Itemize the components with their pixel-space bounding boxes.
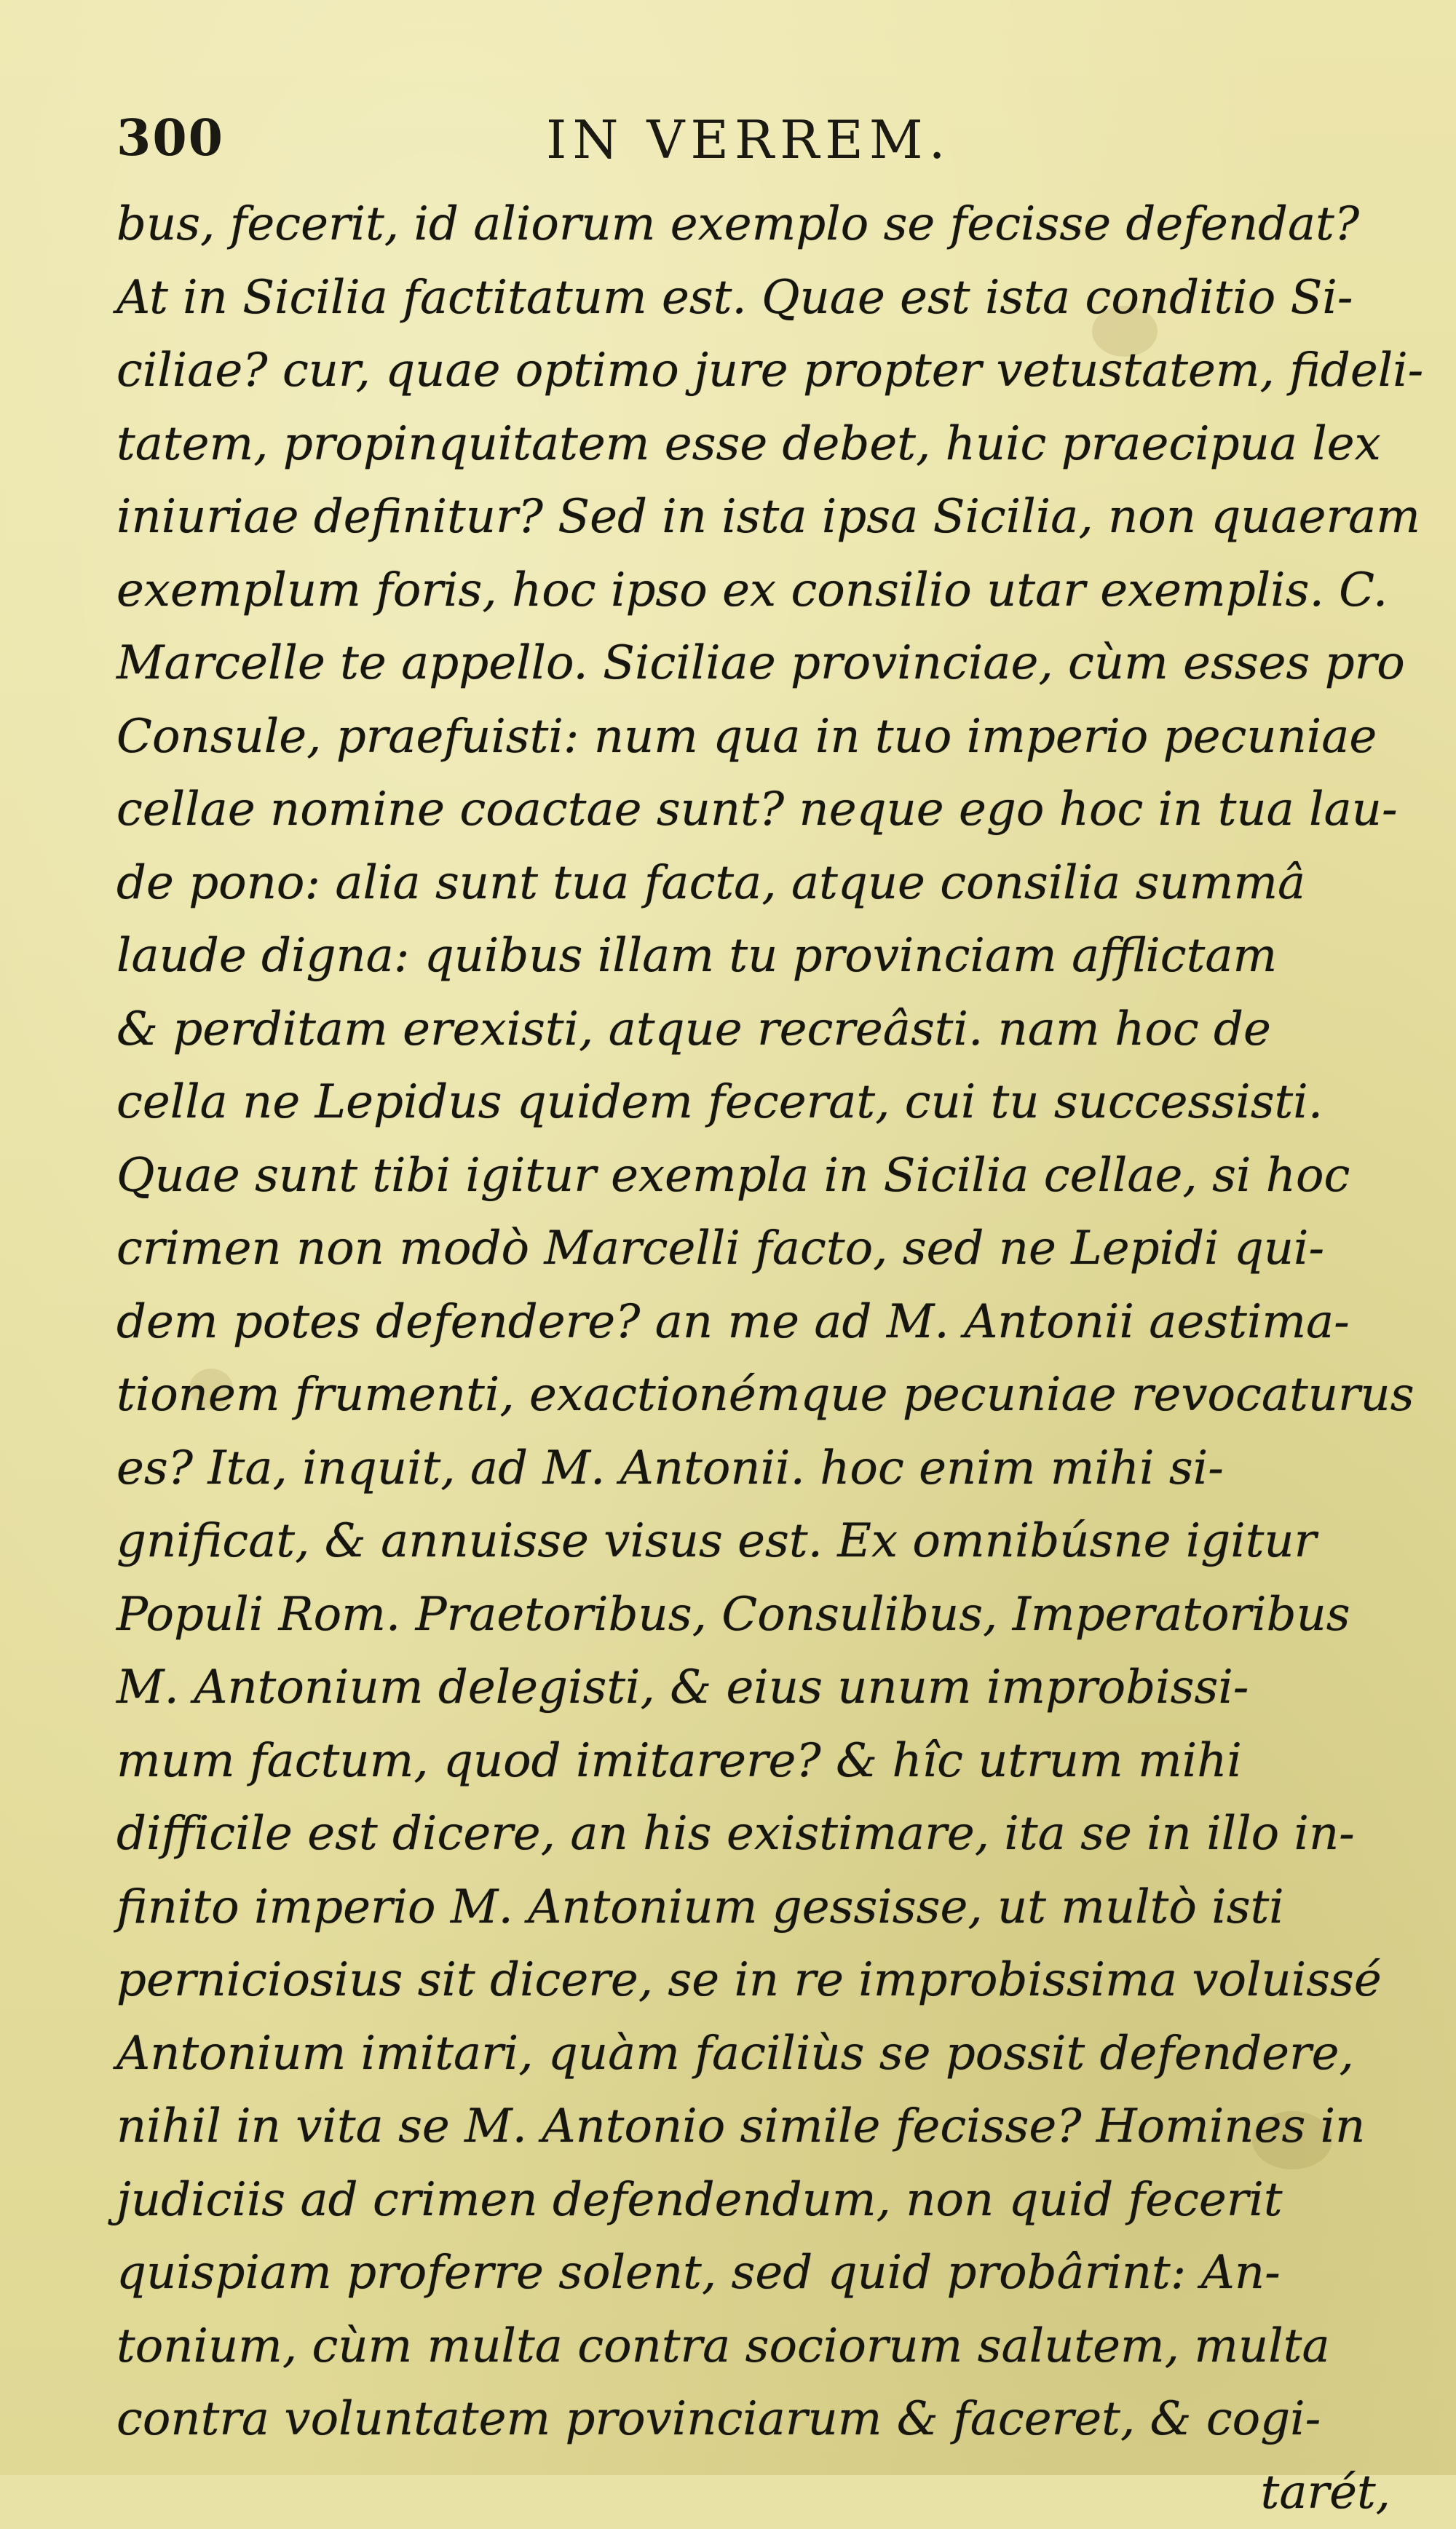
text-line: dem potes defendere? an me ad M. Antonii aestima- (116, 1286, 1412, 1359)
page-header (116, 109, 1340, 175)
text-line: Antonium imitari, quàm faciliùs se possit defendere, (116, 2017, 1412, 2091)
text-line: cellae nomine coactae sunt? neque ego hoc in tua lau- (116, 773, 1412, 847)
body-text (116, 188, 1412, 2529)
text-line: exemplum foris, hoc ipso ex consilio utar exemplis. C. (116, 554, 1412, 628)
text-line: Quae sunt tibi igitur exempla in Sicilia cellae, si hoc (116, 1139, 1412, 1213)
running-head: IN VERREM. (546, 109, 951, 170)
text-line: gnificat, & annuisse visus est. Ex omnibúsne igitur (116, 1505, 1412, 1578)
text-line: finito imperio M. Antonium gessisse, ut multò isti (116, 1871, 1412, 1944)
text-line: laude digna: quibus illam tu provinciam afflictam (116, 919, 1412, 993)
catchword-line: tarét, (116, 2456, 1412, 2529)
text-line: nihil in vita se M. Antonio simile fecisse? Homines in (116, 2090, 1412, 2164)
text-line: difficile est dicere, an his existimare, ita se in illo in- (116, 1797, 1412, 1871)
text-line: At in Sicilia factitatum est. Quae est ista conditio Si- (116, 261, 1412, 335)
text-line: Populi Rom. Praetoribus, Consulibus, Imperatoribus (116, 1578, 1412, 1652)
page-number: 300 (116, 109, 224, 167)
text-line: cella ne Lepidus quidem fecerat, cui tu successisti. (116, 1066, 1412, 1139)
text-line: perniciosius sit dicere, se in re improbissima voluissé (116, 1944, 1412, 2017)
text-line: de pono: alia sunt tua facta, atque consilia summâ (116, 847, 1412, 920)
text-line: Marcelle te appello. Siciliae provinciae, cùm esses pro (116, 627, 1412, 700)
text-line: bus, fecerit, id aliorum exemplo se fecisse defendat? (116, 188, 1412, 261)
text-line: judiciis ad crimen defendendum, non quid fecerit (116, 2164, 1412, 2237)
text-line: iniuriae definitur? Sed in ista ipsa Sicilia, non quaeram (116, 480, 1412, 554)
text-line: & perditam erexisti, atque recreâsti. nam hoc de (116, 993, 1412, 1066)
text-line: ciliae? cur, quae optimo jure propter vetustatem, fideli- (116, 334, 1412, 408)
text-line: contra voluntatem provinciarum & faceret, & cogi- (116, 2383, 1412, 2456)
text-line: Consule, praefuisti: num qua in tuo imperio pecuniae (116, 700, 1412, 774)
text-line: tionem frumenti, exactionémque pecuniae revocaturus (116, 1358, 1412, 1432)
text-line: tatem, propinquitatem esse debet, huic praecipua lex (116, 408, 1412, 481)
text-line: M. Antonium delegisti, & eius unum improbissi- (116, 1651, 1412, 1725)
text-line: tonium, cùm multa contra sociorum salutem, multa (116, 2310, 1412, 2383)
text-line: quispiam proferre solent, sed quid probârint: An- (116, 2236, 1412, 2310)
text-line: mum factum, quod imitarere? & hîc utrum mihi (116, 1725, 1412, 1798)
text-line: es? Ita, inquit, ad M. Antonii. hoc enim mihi si- (116, 1432, 1412, 1505)
text-line: crimen non modò Marcelli facto, sed ne Lepidi qui- (116, 1212, 1412, 1286)
